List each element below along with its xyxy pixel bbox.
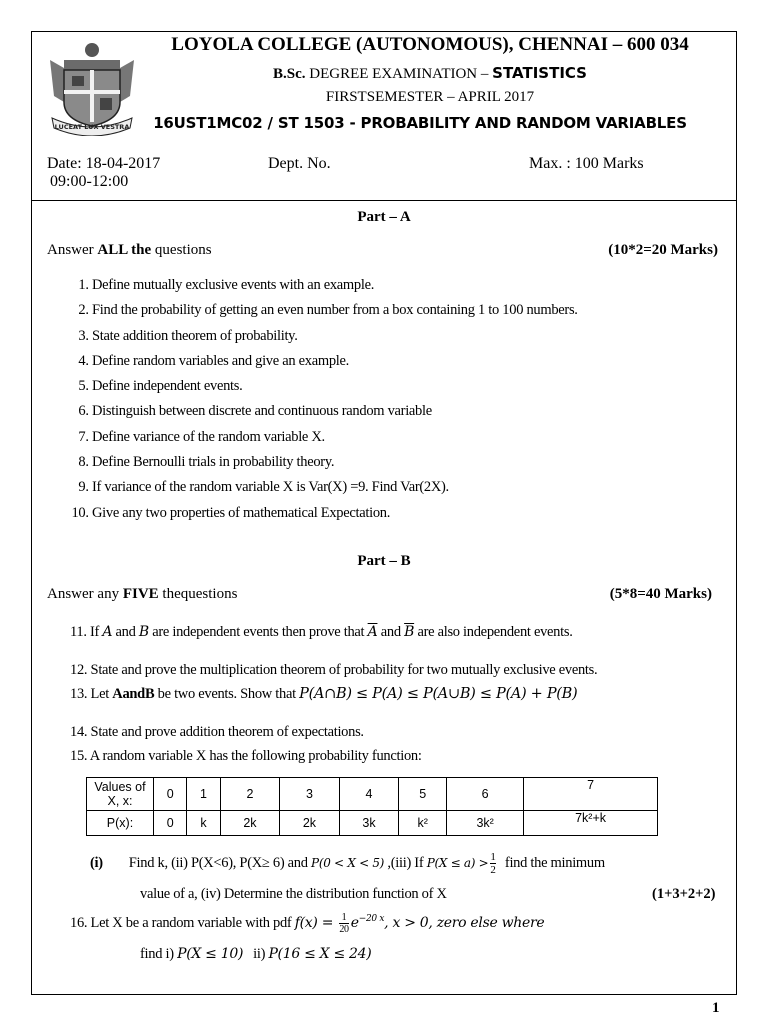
table-cell: 6: [447, 778, 524, 811]
table-cell: 2k: [280, 811, 340, 836]
question-item: 5. Define independent events.: [92, 377, 578, 402]
table-cell: 4: [339, 778, 399, 811]
table-row: [87, 778, 658, 811]
table-cell: 5: [399, 778, 447, 811]
fraction: $\frac{1}{20}$: [339, 912, 349, 935]
table-cell: 0: [154, 778, 187, 811]
page-number: 1: [712, 1000, 720, 1016]
question-item: 4. Define random variables and give an example.: [92, 352, 578, 377]
question-item: 7. Define variance of the random variable X.: [92, 428, 578, 453]
max-marks: Max. : 100 Marks: [529, 155, 644, 172]
question-14: 14. State and prove addition theorem of expectations.: [70, 724, 364, 740]
part-b-marks: (5*8=40 Marks): [609, 586, 712, 602]
table-cell: k²: [399, 811, 447, 836]
table-cell: Values of X, x:: [87, 778, 154, 811]
table-cell: 2k: [220, 811, 280, 836]
question-item: 8. Define Bernoulli trials in probability theory.: [92, 453, 578, 478]
question-item: 10. Give any two properties of mathematical Expectation.: [92, 504, 578, 529]
part-a-marks: (10*2=20 Marks): [608, 242, 718, 258]
part-a-instruction: Answer ALL the questions: [47, 242, 212, 258]
header-divider: [31, 200, 737, 201]
table-cell: 7k²+k: [524, 811, 658, 836]
question-item: 3. State addition theorem of probability.: [92, 327, 578, 352]
part-a-questions: [48, 276, 578, 529]
table-cell: 1: [187, 778, 220, 811]
part-a-title: Part – A: [357, 209, 411, 225]
question-item: 9. If variance of the random variable X is Var(X) =9. Find Var(2X).: [92, 478, 578, 503]
table-cell: 3: [280, 778, 340, 811]
probability-table: [86, 777, 658, 836]
table-row: [87, 811, 658, 836]
college-name: LOYOLA COLLEGE (AUTONOMOUS), CHENNAI – 600 034: [171, 34, 689, 55]
question-15-line2: value of a, (iv) Determine the distribution function of X: [140, 886, 447, 902]
question-item: 6. Distinguish between discrete and continuous random variable: [92, 402, 578, 427]
table-cell: P(x):: [87, 811, 154, 836]
table-cell: 3k²: [447, 811, 524, 836]
question-15-subparts: (i) Find k, (ii) P(X<6), P(X≥ 6) and P(0 < X < 5) ,(iii) If P(X ≤ a) > $\frac{1}{2}$ find the minimum: [90, 851, 605, 876]
table-cell: 2: [220, 778, 280, 811]
exam-time: 09:00-12:00: [50, 173, 129, 190]
question-12: 12. State and prove the multiplication theorem of probability for two mutually exclusive events.: [70, 662, 598, 678]
table-cell: k: [187, 811, 220, 836]
part-b-instruction: Answer any FIVE thequestions: [47, 586, 238, 602]
paper-title: 16UST1MC02 / ST 1503 - PROBABILITY AND RANDOM VARIABLES: [153, 114, 687, 132]
dept-no: Dept. No.: [268, 155, 331, 172]
exam-date: Date: 18-04-2017: [47, 155, 161, 172]
question-13: 13. Let AandB be two events. Show that P(A∩B) ≤ P(A) ≤ P(A∪B) ≤ P(A) + P(B): [70, 686, 578, 702]
semester-line: FIRSTSEMESTER – APRIL 2017: [325, 89, 535, 105]
question-item: 1. Define mutually exclusive events with an example.: [92, 276, 578, 301]
question-16: 16. Let X be a random variable with pdf f(x) = $\frac{1}{20}$ $e^{-20 x}$, x > 0, zero else where: [70, 912, 545, 935]
svg-text:LUCEAT LUX VESTRA: LUCEAT LUX VESTRA: [54, 123, 130, 131]
fraction: $\frac{1}{2}$: [490, 851, 496, 876]
table-cell: 3k: [339, 811, 399, 836]
table-cell: 7: [524, 778, 658, 811]
question-15: 15. A random variable X has the following probability function:: [70, 748, 422, 764]
table-cell: 0: [154, 811, 187, 836]
question-item: 2. Find the probability of getting an even number from a box containing 1 to 100 numbers.: [92, 301, 578, 326]
degree-line: B.Sc. DEGREE EXAMINATION – STATISTICS: [272, 64, 587, 82]
question-16-find: find i) P(X ≤ 10) ii) P(16 ≤ X ≤ 24): [140, 946, 372, 962]
part-b-title: Part – B: [357, 553, 411, 569]
question-11: 11. If A and B are independent events then prove that $\overline{A}$ and $\overline{B}$ are also independent events.: [70, 624, 573, 640]
question-15-marks: (1+3+2+2): [652, 886, 716, 902]
